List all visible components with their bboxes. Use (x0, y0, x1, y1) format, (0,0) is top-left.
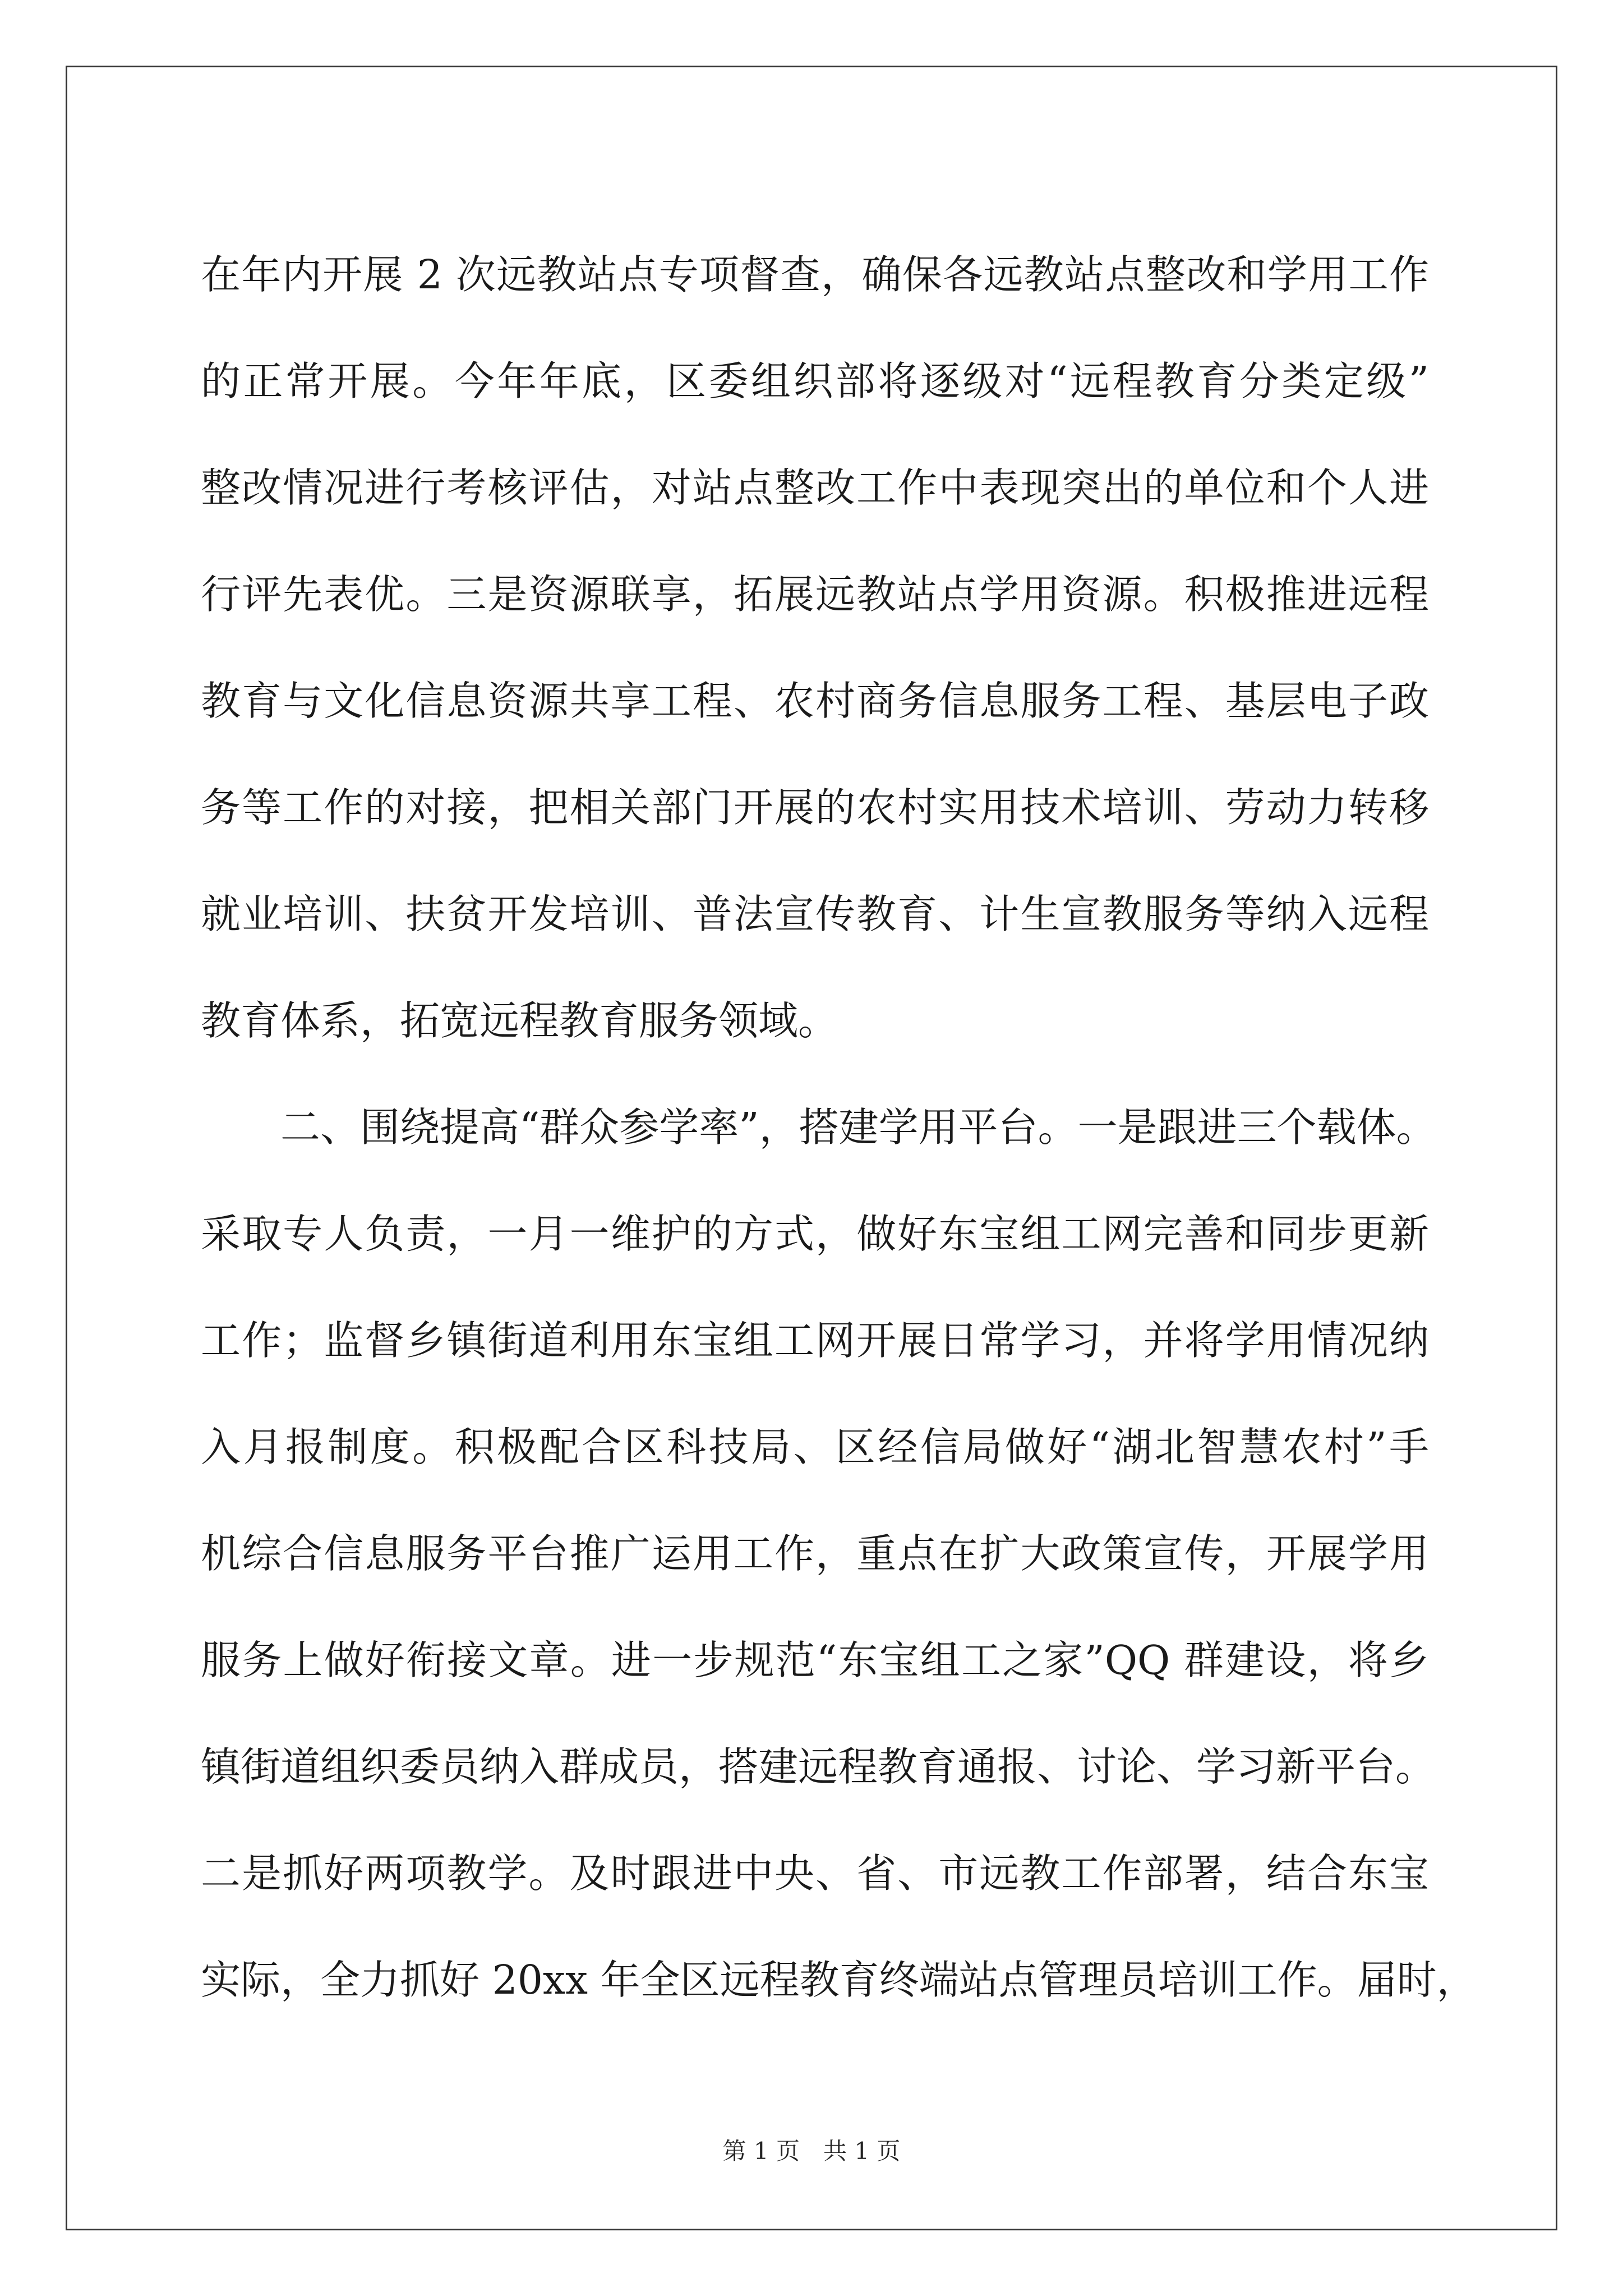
text-line-17: 实际，全力抓好 20xx 年全区远程教育终端站点管理员培训工作。届时， (201, 1957, 1477, 2003)
text-line-6: 务等工作的对接，把相关部门开展的农村实用技术培训、劳动力转移 (201, 784, 1429, 831)
text-line-5: 教育与文化信息资源共享工程、农村商务信息服务工程、基层电子政 (201, 678, 1429, 724)
text-line-2: 的正常开展。今年年底，区委组织部将逐级对“远程教育分类定级” (201, 358, 1429, 404)
text-line-3: 整改情况进行考核评估，对站点整改工作中表现突出的单位和个人进 (201, 464, 1429, 511)
text-line-11: 工作；监督乡镇街道利用东宝组工网开展日常学习，并将学用情况纳 (201, 1317, 1429, 1364)
text-line-15: 镇街道组织委员纳入群成员，搭建远程教育通报、讨论、学习新平台。 (201, 1743, 1436, 1790)
document-body (201, 222, 1477, 2033)
text-line-9: 二、围绕提高“群众参学率”，搭建学用平台。一是跟进三个载体。 (201, 1104, 1436, 1151)
text-line-1: 在年内开展 2 次远教站点专项督查，确保各远教站点整改和学用工作 (201, 251, 1429, 298)
page-footer: 第 1 页 共 1 页 (722, 2137, 901, 2165)
text-line-13: 机综合信息服务平台推广运用工作，重点在扩大政策宣传，开展学用 (201, 1530, 1429, 1577)
text-line-10: 采取专人负责，一月一维护的方式，做好东宝组工网完善和同步更新 (201, 1211, 1429, 1257)
text-line-4: 行评先表优。三是资源联享，拓展远教站点学用资源。积极推进远程 (201, 571, 1429, 618)
text-line-16: 二是抓好两项教学。及时跟进中央、省、市远教工作部署，结合东宝 (201, 1850, 1429, 1897)
text-line-14: 服务上做好衔接文章。进一步规范“东宝组工之家”QQ 群建设，将乡 (201, 1637, 1429, 1683)
text-line-8: 教育体系，拓宽远程教育服务领域。 (201, 997, 838, 1044)
text-line-12: 入月报制度。积极配合区科技局、区经信局做好“湖北智慧农村”手 (201, 1424, 1429, 1470)
text-line-7: 就业培训、扶贫开发培训、普法宣传教育、计生宣教服务等纳入远程 (201, 891, 1429, 937)
